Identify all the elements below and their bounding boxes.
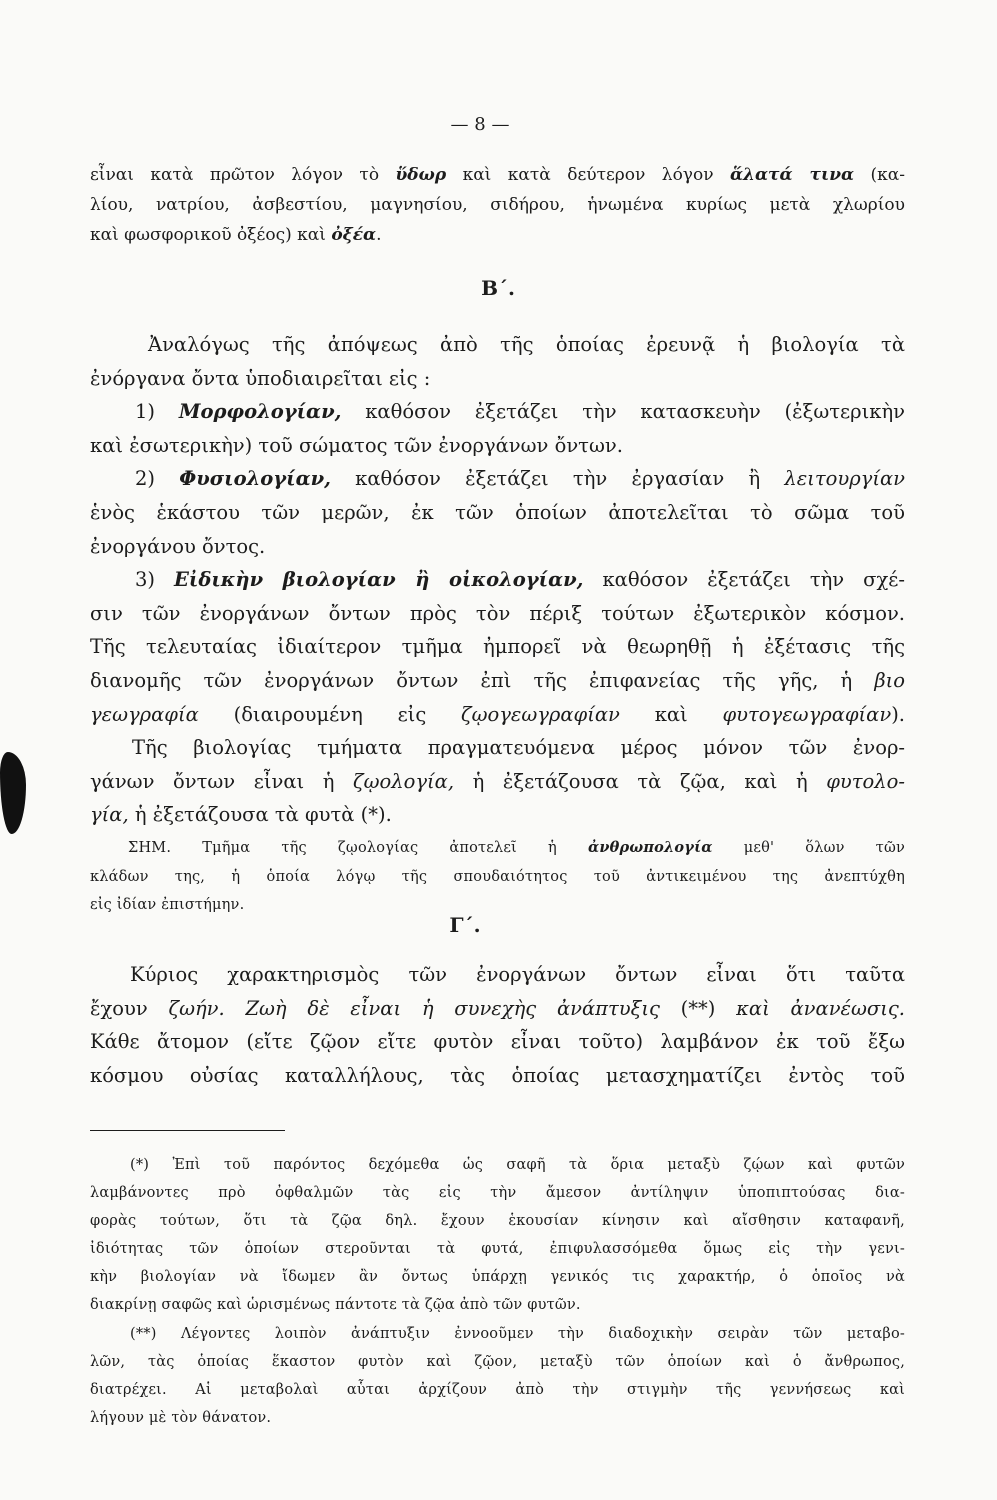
footnotes-line: [90, 1376, 905, 1404]
text-run: λίου, νατρίου, ἀσβεστίου, μαγνησίου, σιδήρου, ἡνωμένα κυρίως μετὰ χλωρίου: [90, 195, 905, 215]
footnotes-line: [90, 1151, 905, 1179]
text-run: κόσμου οὐσίας καταλλήλους, τὰς ὁποίας μετασχηματίζει ἐντὸς τοῦ: [90, 1064, 905, 1088]
text-run: λῶν, τὰς ὁποίας ἕκαστον φυτὸν καὶ ζῷον, μεταξὺ τῶν ὁποίων καὶ ὁ ἄνθρωπος,: [90, 1353, 905, 1370]
text-run: φορὰς τούτων, ὅτι τὰ ζῷα δηλ. ἔχουν ἑκουσίαν κίνησιν καὶ αἴσθησιν καταφανῆ,: [90, 1213, 905, 1230]
text-run: διανομῆς τῶν ἐνοργάνων ὄντων ἐπὶ τῆς ἐπιφανείας τῆς γῆς, ἡ: [90, 668, 875, 692]
text-run: Κύριος χαρακτηρισμὸς τῶν ἐνοργάνων ὄντων εἶναι ὅτι ταῦτα: [130, 963, 905, 986]
text-run: καὶ φωσφορικοῦ ὀξέος) καὶ: [90, 225, 332, 245]
emphasis-run: καὶ ἀνανέωσις.: [736, 996, 905, 1020]
section-b-line: [90, 429, 905, 463]
section-c-body: [90, 958, 905, 1093]
section-b-body: [90, 328, 905, 832]
emphasis-run: Φυσιολογίαν,: [179, 467, 331, 491]
text-run: Τῆς τελευταίας ἰδιαίτερον τμῆμα ἠμπορεῖ νὰ θεωρηθῇ ἡ ἐξέτασις τῆς: [90, 635, 905, 659]
emphasis-run: ἀνθρωπολογία: [588, 839, 713, 856]
emphasis-run: ἅλατά τινα: [729, 165, 855, 185]
text-run: (διαιρουμένη εἰς: [198, 702, 462, 726]
emphasis-run: ζῳολογία,: [353, 769, 455, 793]
text-run: Κάθε ἄτομον (εἴτε ζῷον εἴτε φυτὸν εἶναι τοῦτο) λαμβάνον ἐκ τοῦ ἔξω: [90, 1030, 905, 1054]
section-b-line: [90, 765, 905, 799]
text-run: (κα-: [854, 165, 905, 185]
text-run: καὶ: [619, 702, 723, 726]
footnotes-line: [90, 1235, 905, 1263]
emphasis-run: Εἰδικὴν βιολογίαν ἢ οἰκολογίαν,: [174, 568, 584, 592]
footnotes-line: [90, 1291, 905, 1319]
text-run: Ἀναλόγως τῆς ἀπόψεως ἀπὸ τῆς ὁποίας ἐρευνᾷ ἡ βιολογία τὰ: [148, 333, 905, 356]
text-run: διακρίνῃ σαφῶς καὶ ὡρισμένως πάντοτε τὰ ζῷα ἀπὸ τῶν φυτῶν.: [90, 1297, 581, 1314]
footnotes-line: [90, 1348, 905, 1376]
text-run: κλάδων της, ἡ ὁποία λόγῳ τῆς σπουδαιότητος τοῦ ἀντικειμένου της ἀνεπτύχθη: [90, 868, 905, 885]
emphasis-run: ζωήν. Ζωὴ δὲ εἶναι ἡ συνεχὴς ἀνάπτυξις: [168, 996, 660, 1020]
intro-line: [90, 190, 905, 220]
page-number: — 8 —: [450, 114, 510, 135]
emphasis-run: γία,: [90, 803, 129, 827]
text-run: κὴν βιολογίαν νὰ ἴδωμεν ἂν ὄντως ὑπάρχῃ γενικός τις χαρακτήρ, ὁ ὁποῖος νὰ: [90, 1269, 905, 1286]
section-b-line: [90, 731, 905, 765]
emphasis-run: ζῳογεωγραφίαν: [461, 702, 620, 726]
section-b-line: [90, 362, 905, 396]
text-run: ἔχουν: [90, 996, 169, 1020]
footnotes-line: [90, 1263, 905, 1291]
text-run: καθόσον ἐξετάζει τὴν ἐργασίαν ἢ: [330, 467, 785, 491]
text-run: καθόσον ἐξετάζει τὴν κατασκευὴν (ἐξωτερικὴν: [341, 400, 905, 424]
text-run: 1): [135, 400, 179, 424]
text-run: 3): [135, 568, 175, 592]
text-run: ).: [891, 702, 905, 726]
text-run: 2): [135, 467, 180, 491]
emphasis-run: ὀξέα: [331, 225, 377, 245]
emphasis-run: φυτογεωγραφίαν: [722, 702, 892, 726]
text-run: εἰς ἰδίαν ἐπιστήμην.: [90, 897, 245, 913]
text-run: καθόσον ἐξετάζει τὴν σχέ-: [583, 568, 905, 592]
text-run: λαμβάνοντες πρὸ ὀφθαλμῶν τὰς εἰς τὴν ἄμεσον ἀντίληψιν ὑποπιπτούσας δια-: [90, 1185, 905, 1202]
emphasis-run: λειτουργίαν: [784, 467, 905, 491]
text-run: καὶ κατὰ δεύτερον λόγον: [446, 165, 730, 185]
section-b-line: [90, 798, 905, 832]
text-run: σιν τῶν ἐνοργάνων ὄντων πρὸς τὸν πέριξ τούτων ἐξωτερικὸν κόσμον.: [90, 601, 905, 625]
text-run: ἐνοργάνου ὄντος.: [90, 534, 266, 558]
text-run: λήγουν μὲ τὸν θάνατον.: [90, 1409, 272, 1426]
section-b-line: [90, 698, 905, 732]
emphasis-run: φυτολο-: [826, 769, 905, 793]
footnotes-line: [90, 1404, 905, 1432]
text-run: ἑνὸς ἑκάστου τῶν μερῶν, ἐκ τῶν ὁποίων ἀποτελεῖται τὸ σῶμα τοῦ: [90, 500, 905, 524]
section-b-line: [90, 630, 905, 664]
intro-line: [90, 160, 905, 190]
text-run: .: [376, 225, 382, 245]
section-c-line: [90, 992, 905, 1026]
footnotes: [90, 1151, 905, 1432]
section-b-line: [90, 597, 905, 631]
text-run: καὶ ἐσωτερικὴν) τοῦ σώματος τῶν ἐνοργάνων ὄντων.: [90, 433, 623, 457]
section-b-line: [90, 664, 905, 698]
section-c-line: [90, 958, 905, 992]
section-c-line: [90, 1059, 905, 1093]
footnotes-line: [90, 1179, 905, 1207]
section-b-line: [90, 395, 905, 429]
text-run: εἶναι κατὰ πρῶτον λόγον τὸ: [90, 165, 396, 185]
text-run: (*) Ἐπὶ τοῦ παρόντος δεχόμεθα ὡς σαφῆ τὰ ὅρια μεταξὺ ζῴων καὶ φυτῶν: [130, 1157, 905, 1173]
section-b-line: [90, 462, 905, 496]
section-b-line: [90, 563, 905, 597]
section-b-line: [90, 530, 905, 564]
emphasis-run: βιο: [874, 668, 905, 692]
text-run: ΣΗΜ. Τμῆμα τῆς ζῳολογίας ἀποτελεῖ ἡ: [128, 840, 589, 856]
emphasis-run: γεωγραφία: [90, 702, 199, 726]
note-line: [90, 834, 905, 863]
section-b-line: [90, 496, 905, 530]
note-line: [90, 863, 905, 892]
emphasis-run: Μορφολογίαν,: [178, 400, 342, 424]
text-run: (**) Λέγοντες λοιπὸν ἀνάπτυξιν ἐννοοῦμεν τὴν διαδοχικὴν σειρὰν τῶν μεταβο-: [130, 1325, 905, 1342]
text-run: (**): [659, 996, 737, 1020]
text-run: διατρέχει. Αἱ μεταβολαὶ αὗται ἀρχίζουν ἀπὸ τὴν στιγμὴν τῆς γεννήσεως καὶ: [90, 1381, 905, 1398]
section-c-heading: Γ΄.: [449, 913, 481, 937]
text-run: μεθ' ὅλων τῶν: [712, 840, 905, 856]
text-run: ἐνόργανα ὄντα ὑποδιαιρεῖται εἰς :: [90, 366, 431, 390]
intro-line: [90, 220, 905, 250]
text-run: γάνων ὄντων εἶναι ἡ: [90, 769, 354, 793]
footnotes-line: [90, 1320, 905, 1348]
text-run: ἡ ἐξετάζουσα τὰ φυτὰ (*).: [128, 803, 392, 827]
footnotes-line: [90, 1207, 905, 1235]
footnote-rule: [90, 1130, 285, 1131]
ink-blot: [0, 752, 26, 834]
section-b-line: [90, 328, 905, 362]
note-line: [90, 891, 905, 920]
text-run: Τῆς βιολογίας τμήματα πραγματευόμενα μέρος μόνον τῶν ἐνορ-: [132, 736, 905, 760]
section-b-heading: Β΄.: [481, 276, 515, 300]
note-paragraph: [90, 834, 905, 920]
text-run: ἰδιότητας τῶν ὁποίων στεροῦνται τὰ φυτά, ἐπιφυλασσόμεθα ὅμως εἰς τὴν γενι-: [90, 1241, 905, 1258]
intro-paragraph: [90, 160, 905, 250]
text-run: ἡ ἐξετάζουσα τὰ ζῷα, καὶ ἡ: [454, 769, 827, 793]
emphasis-run: ὕδωρ: [395, 165, 447, 185]
section-c-line: [90, 1025, 905, 1059]
